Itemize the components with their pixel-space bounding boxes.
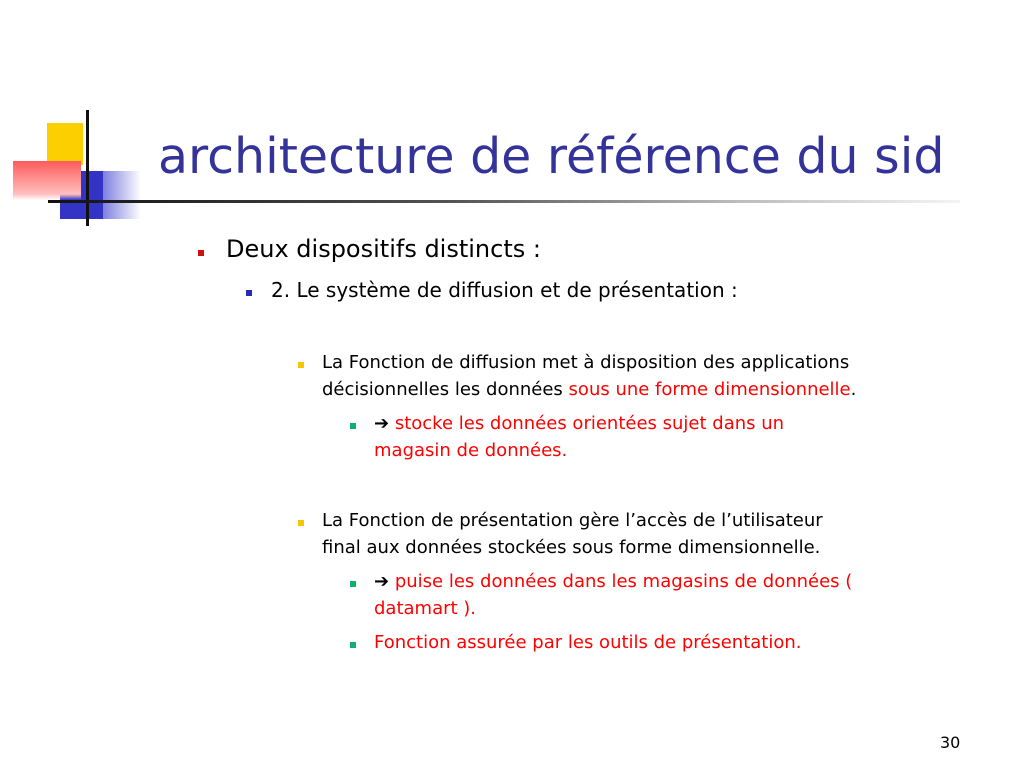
diffusion-sub-line1 [374,410,784,437]
presentation-line1: La Fonction de présentation gère l’accès de l’utilisateur [322,510,823,531]
logo-vertical-line [86,110,89,226]
square-bullet-icon [246,290,252,296]
presentation-sub1-line1 [374,568,852,595]
logo-blue-fade [103,171,141,219]
diffusion-sub-line1-text: stocke les données orientées sujet dans un [394,413,785,434]
diffusion-line1: La Fonction de diffusion met à disposition des applications [322,352,850,373]
diffusion-line2 [322,376,856,403]
diffusion-line2-end: . [850,379,857,400]
slide-title: architecture de référence du sid [158,128,945,185]
square-bullet-icon [298,362,304,368]
bullet-level2-text: 2. Le système de diffusion et de présentation : [271,278,738,302]
bullet-level1-text: Deux dispositifs distincts : [226,235,541,263]
arrow-right-icon: ➔ [374,413,390,434]
square-bullet-icon [350,423,356,429]
presentation-sub1-text [374,568,852,622]
diffusion-highlight: sous une forme dimensionnelle [568,379,851,400]
square-bullet-icon [350,642,356,648]
square-bullet-icon [298,520,304,526]
diffusion-sub-text [374,410,784,464]
diffusion-text [322,349,856,403]
square-bullet-icon [198,250,204,256]
diffusion-sub-line2: magasin de données. [374,440,568,461]
page-number: 30 [940,733,961,752]
diffusion-line2-plain: décisionnelles les données [322,379,569,400]
presentation-sub2-text: Fonction assurée par les outils de présentation. [374,632,802,653]
presentation-line2: final aux données stockées sous forme dimensionnelle. [322,537,821,558]
arrow-right-icon: ➔ [374,571,390,592]
title-underline [48,200,960,203]
presentation-sub1-line1-text: puise les données dans les magasins de données ( [394,571,853,592]
presentation-text [322,507,823,561]
logo-yellow-square [47,123,83,165]
square-bullet-icon [350,581,356,587]
presentation-sub1-line2: datamart ). [374,598,477,619]
logo-red-square [13,161,81,200]
